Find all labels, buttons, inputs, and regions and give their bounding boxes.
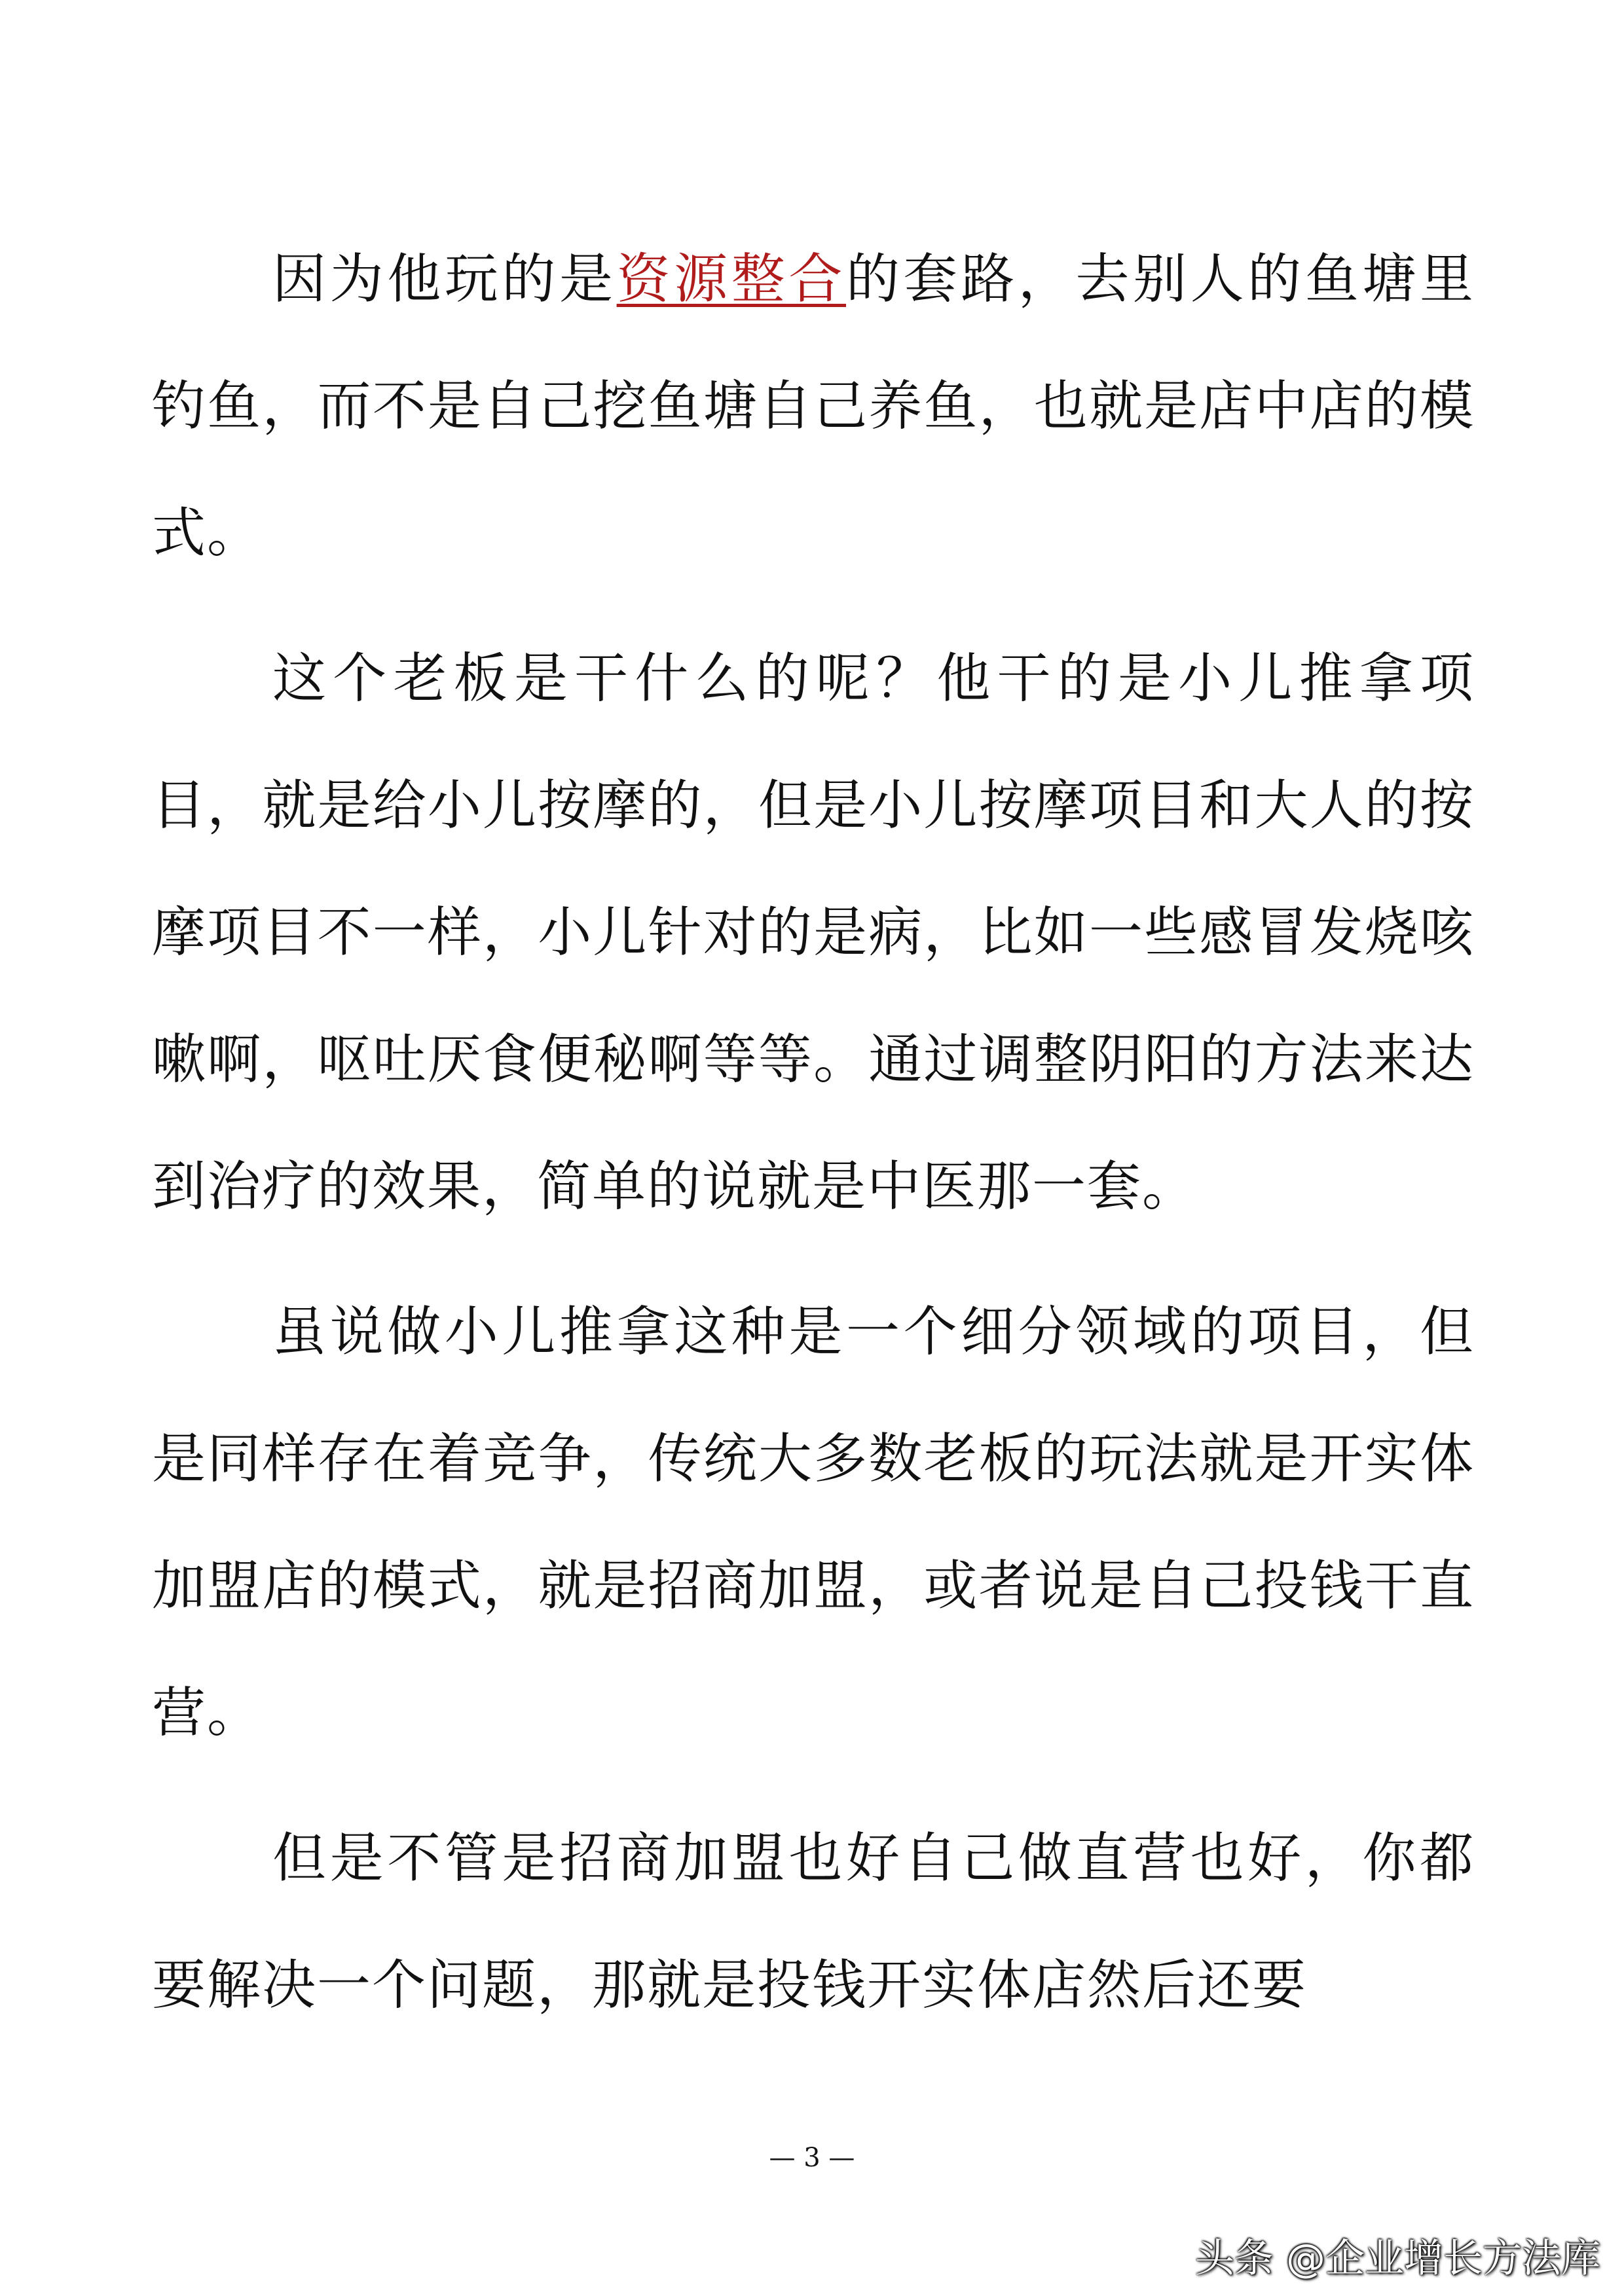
paragraph-2: 这个老板是干什么的呢？他干的是小儿推拿项目，就是给小儿按摩的，但是小儿按摩项目和大人的按摩项目不一样，小儿针对的是病，比如一些感冒发烧咳嗽啊，呕吐厌食便秘啊等等。通过调整阴阳的方法来达到治疗的效果，简单的说就是中医那一套。 [152,647,1475,1218]
paragraph-3: 虽说做小儿推拿这种是一个细分领域的项目，但是同样存在着竞争，传统大多数老板的玩法就是开实体加盟店的模式，就是招商加盟，或者说是自己投钱干直营。 [152,1301,1475,1744]
body-text [152,216,1475,2068]
watermark: 头条 @企业增长方法库 [1194,2236,1600,2282]
highlighted-term: 资源整合 [616,248,846,310]
paragraph-1 [152,216,1475,597]
page-number: — 3 — [769,2143,855,2173]
paragraph-1-before: 因为他玩的是 [272,248,617,310]
paragraph-1-after: 的套路，去别人的鱼塘里钓鱼，而不是自己挖鱼塘自己养鱼，也就是店中店的模式。 [152,248,1475,564]
paragraph-4: 但是不管是招商加盟也好自己做直营也好，你都要解决一个问题，那就是投钱开实体店然后还要 [152,1827,1475,2016]
